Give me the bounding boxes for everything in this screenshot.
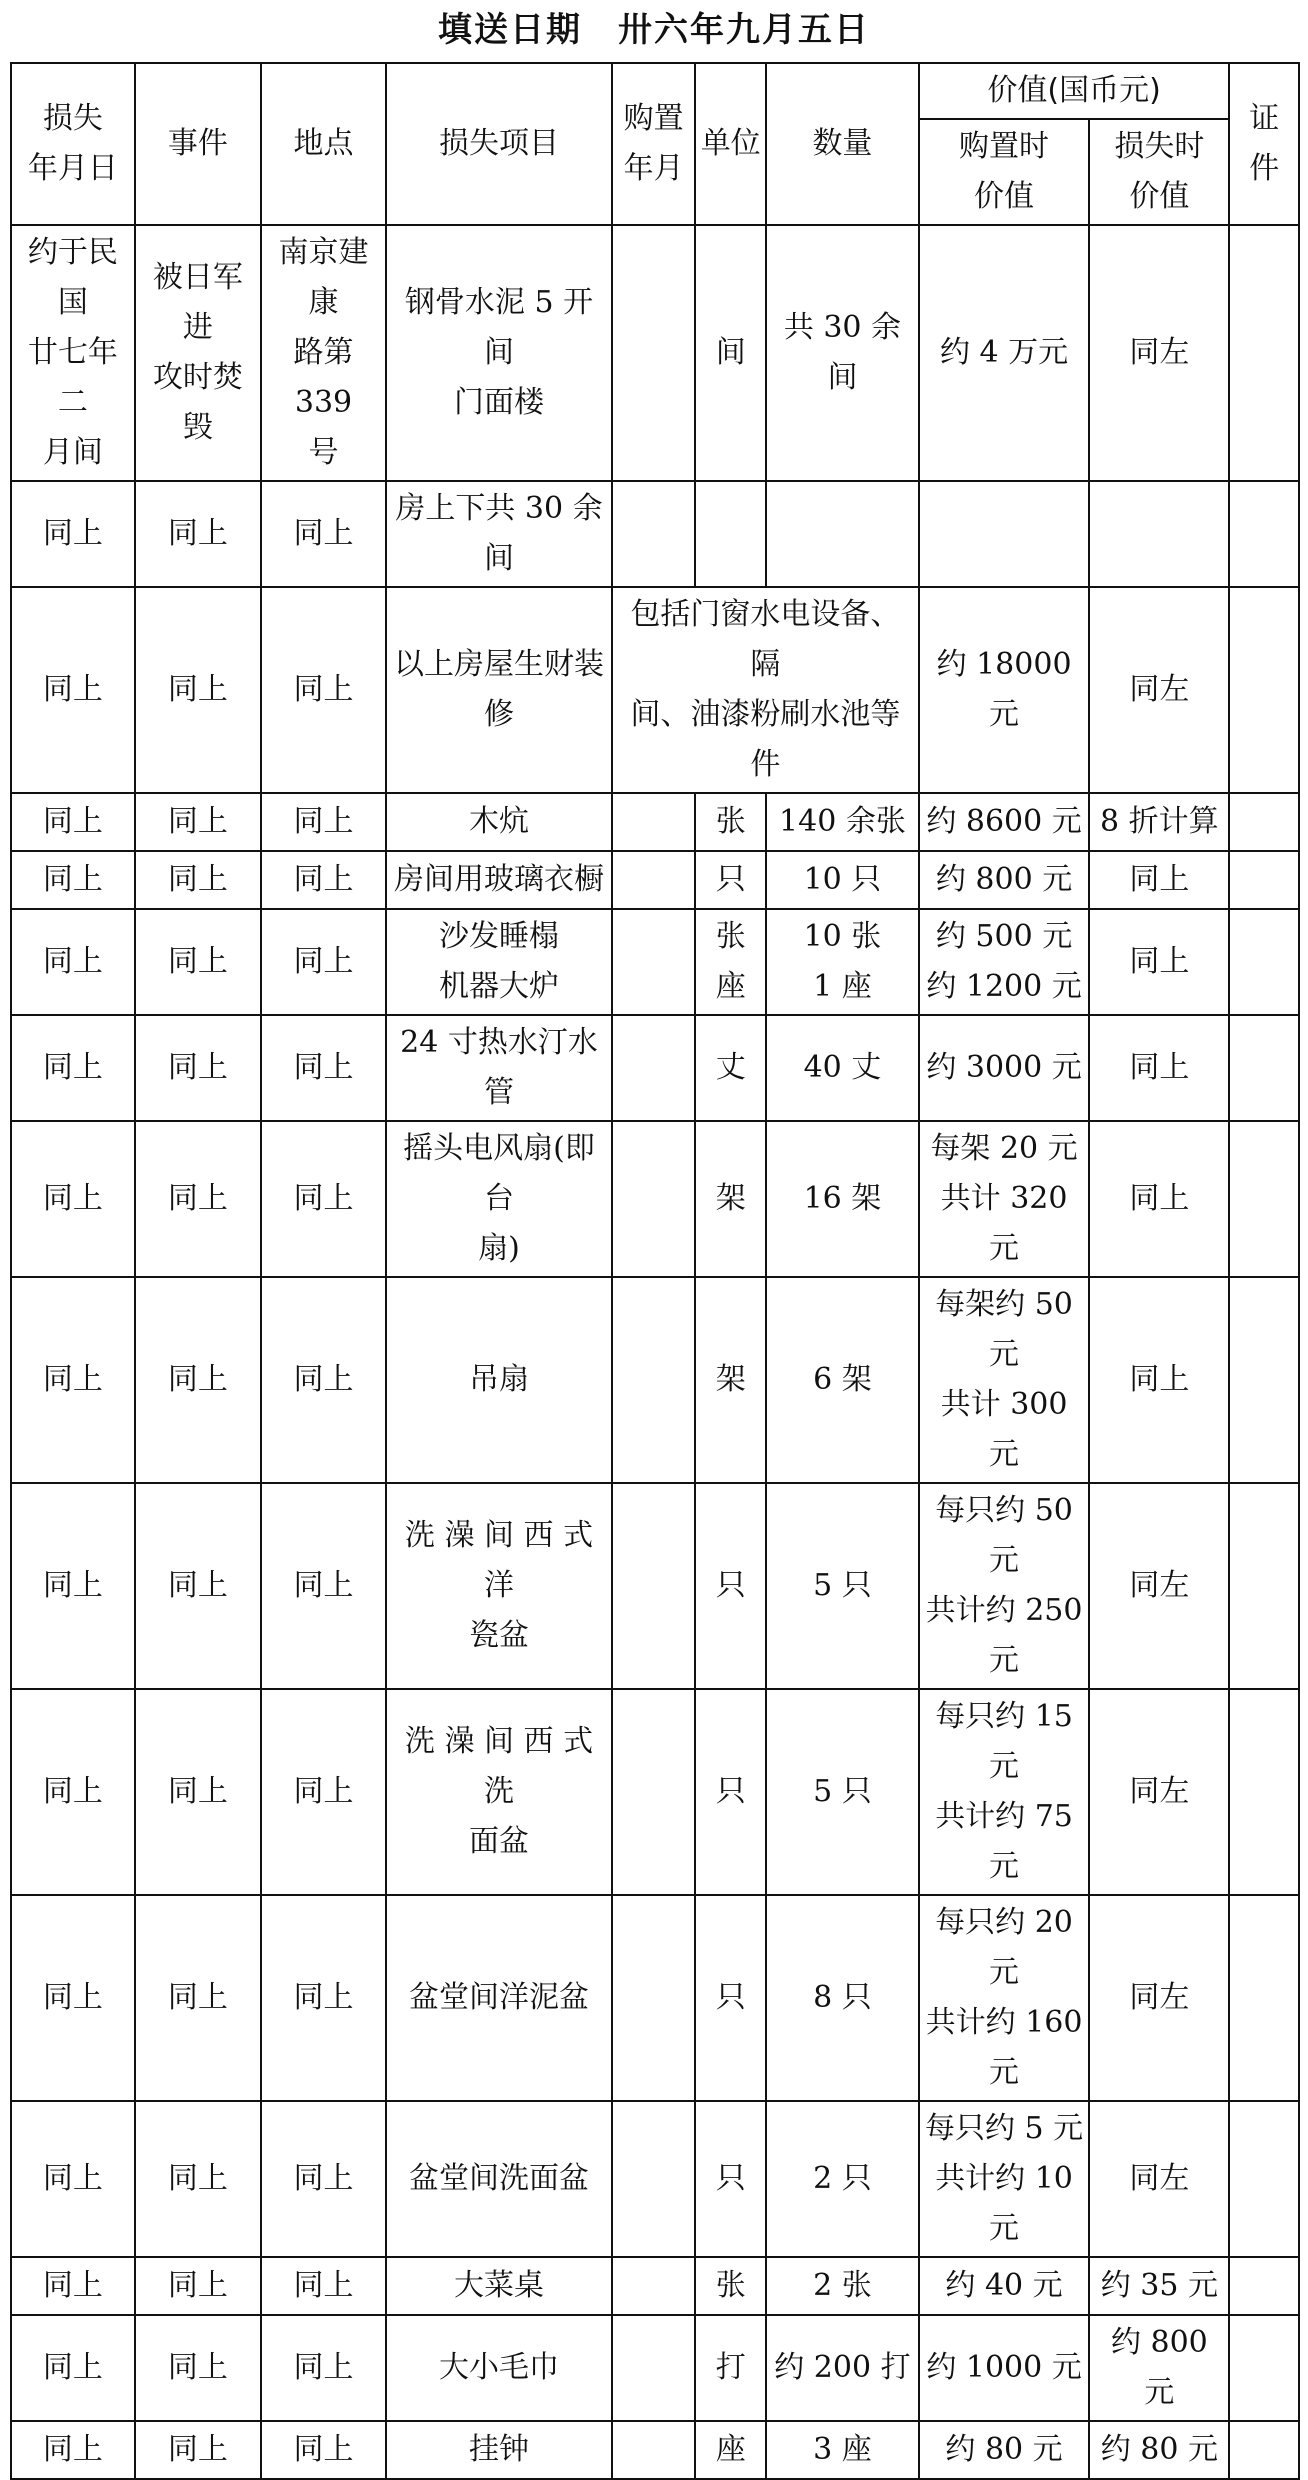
cell-value-purchase: 每只约 5 元 共计约 10 元 [919, 2101, 1089, 2257]
cell-place: 同上 [261, 1121, 386, 1277]
cell-value-purchase: 约 40 元 [919, 2257, 1089, 2315]
cell-quantity: 5 只 [766, 1689, 919, 1895]
cell-quantity: 3 座 [766, 2421, 919, 2479]
header-place: 地点 [261, 63, 386, 225]
header-value-at-purchase: 购置时 价值 [919, 119, 1089, 225]
cell-event: 同上 [135, 1277, 261, 1483]
cell-date: 同上 [11, 481, 135, 587]
cell-value-loss: 同左 [1089, 1483, 1229, 1689]
cell-date: 同上 [11, 2257, 135, 2315]
table-row [11, 225, 1299, 481]
cell-quantity: 40 丈 [766, 1015, 919, 1121]
cell-value-loss: 同左 [1089, 1689, 1229, 1895]
cell-purchase-date [612, 2315, 695, 2421]
cell-certificate [1229, 1895, 1299, 2101]
cell-quantity: 2 只 [766, 2101, 919, 2257]
cell-date: 同上 [11, 587, 135, 793]
cell-event: 同上 [135, 909, 261, 1015]
header-value-at-loss: 损失时 价值 [1089, 119, 1229, 225]
cell-item: 吊扇 [386, 1277, 612, 1483]
cell-purchase-date [612, 1015, 695, 1121]
cell-unit: 只 [695, 1483, 766, 1689]
cell-value-purchase: 每只约 15 元 共计约 75 元 [919, 1689, 1089, 1895]
cell-place: 同上 [261, 793, 386, 851]
form-title: 填送日期 卅六年九月五日 [438, 10, 870, 50]
cell-place: 同上 [261, 2257, 386, 2315]
cell-purchase-date [612, 481, 695, 587]
cell-place: 同上 [261, 587, 386, 793]
cell-item: 摇头电风扇(即台 扇) [386, 1121, 612, 1277]
cell-value-loss: 同上 [1089, 1015, 1229, 1121]
cell-merged-description: 包括门窗水电设备、隔 间、油漆粉刷水池等件 [612, 587, 919, 793]
cell-certificate [1229, 909, 1299, 1015]
cell-certificate [1229, 1483, 1299, 1689]
cell-item: 以上房屋生财装 修 [386, 587, 612, 793]
cell-item: 钢骨水泥 5 开间 门面楼 [386, 225, 612, 481]
table-row [11, 1689, 1299, 1895]
cell-event: 同上 [135, 793, 261, 851]
cell-value-purchase: 每只约 50 元 共计约 250 元 [919, 1483, 1089, 1689]
cell-purchase-date [612, 1277, 695, 1483]
cell-quantity: 共 30 余间 [766, 225, 919, 481]
cell-date: 同上 [11, 2315, 135, 2421]
cell-unit: 丈 [695, 1015, 766, 1121]
cell-quantity: 10 只 [766, 851, 919, 909]
cell-item: 沙发睡榻 机器大炉 [386, 909, 612, 1015]
cell-value-loss: 同左 [1089, 225, 1229, 481]
cell-item: 大小毛巾 [386, 2315, 612, 2421]
table-row [11, 1483, 1299, 1689]
header-value-group: 价值(国币元) [919, 63, 1230, 119]
cell-place: 同上 [261, 481, 386, 587]
cell-item: 洗 澡 间 西 式 洋 瓷盆 [386, 1483, 612, 1689]
cell-event: 同上 [135, 851, 261, 909]
cell-purchase-date [612, 793, 695, 851]
cell-place: 同上 [261, 2315, 386, 2421]
cell-item: 盆堂间洋泥盆 [386, 1895, 612, 2101]
cell-place: 同上 [261, 851, 386, 909]
cell-unit: 张 [695, 2257, 766, 2315]
cell-place: 同上 [261, 1277, 386, 1483]
cell-date: 同上 [11, 1121, 135, 1277]
table-row [11, 1277, 1299, 1483]
cell-value-purchase: 约 800 元 [919, 851, 1089, 909]
cell-quantity: 约 200 打 [766, 2315, 919, 2421]
cell-unit: 打 [695, 2315, 766, 2421]
cell-item: 挂钟 [386, 2421, 612, 2479]
cell-value-loss: 约 80 元 [1089, 2421, 1229, 2479]
cell-unit: 架 [695, 1277, 766, 1483]
cell-value-loss: 同左 [1089, 587, 1229, 793]
cell-purchase-date [612, 2421, 695, 2479]
cell-value-purchase: 约 80 元 [919, 2421, 1089, 2479]
table-row [11, 909, 1299, 1015]
cell-item: 大菜桌 [386, 2257, 612, 2315]
cell-date: 同上 [11, 851, 135, 909]
cell-place: 同上 [261, 1483, 386, 1689]
cell-event: 被日军进 攻时焚毁 [135, 225, 261, 481]
table-row [11, 2257, 1299, 2315]
cell-certificate [1229, 1121, 1299, 1277]
cell-unit: 张 座 [695, 909, 766, 1015]
table-row [11, 793, 1299, 851]
cell-event: 同上 [135, 1483, 261, 1689]
cell-event: 同上 [135, 587, 261, 793]
cell-date: 同上 [11, 1277, 135, 1483]
cell-event: 同上 [135, 1895, 261, 2101]
cell-quantity: 2 张 [766, 2257, 919, 2315]
cell-unit: 间 [695, 225, 766, 481]
cell-event: 同上 [135, 2315, 261, 2421]
cell-place: 同上 [261, 1015, 386, 1121]
cell-certificate [1229, 793, 1299, 851]
cell-certificate [1229, 851, 1299, 909]
cell-value-loss: 同上 [1089, 1277, 1229, 1483]
cell-certificate [1229, 1689, 1299, 1895]
cell-date: 同上 [11, 793, 135, 851]
cell-event: 同上 [135, 2421, 261, 2479]
cell-unit: 座 [695, 2421, 766, 2479]
cell-value-loss: 同左 [1089, 2101, 1229, 2257]
cell-certificate [1229, 587, 1299, 793]
cell-certificate [1229, 481, 1299, 587]
cell-place: 同上 [261, 1895, 386, 2101]
header-loss-item: 损失项目 [386, 63, 612, 225]
cell-value-purchase: 约 4 万元 [919, 225, 1089, 481]
cell-purchase-date [612, 2101, 695, 2257]
cell-purchase-date [612, 225, 695, 481]
cell-item: 房上下共 30 余间 [386, 481, 612, 587]
cell-date: 同上 [11, 1015, 135, 1121]
cell-purchase-date [612, 1895, 695, 2101]
cell-item: 盆堂间洗面盆 [386, 2101, 612, 2257]
table-row [11, 851, 1299, 909]
cell-date: 同上 [11, 2101, 135, 2257]
table-row [11, 1015, 1299, 1121]
cell-purchase-date [612, 2257, 695, 2315]
cell-value-loss: 同上 [1089, 851, 1229, 909]
cell-value-purchase: 约 3000 元 [919, 1015, 1089, 1121]
cell-value-purchase: 约 500 元 约 1200 元 [919, 909, 1089, 1015]
cell-purchase-date [612, 851, 695, 909]
cell-value-purchase: 每架约 50 元 共计 300 元 [919, 1277, 1089, 1483]
cell-value-loss: 8 折计算 [1089, 793, 1229, 851]
cell-date: 约于民国 廿七年二 月间 [11, 225, 135, 481]
cell-value-purchase: 每只约 20 元 共计约 160 元 [919, 1895, 1089, 2101]
table-row [11, 1895, 1299, 2101]
header-unit: 单位 [695, 63, 766, 225]
cell-purchase-date [612, 1121, 695, 1277]
cell-event: 同上 [135, 1121, 261, 1277]
cell-purchase-date [612, 1483, 695, 1689]
cell-place: 同上 [261, 2421, 386, 2479]
cell-event: 同上 [135, 481, 261, 587]
cell-value-loss: 同上 [1089, 909, 1229, 1015]
cell-value-purchase: 约 8600 元 [919, 793, 1089, 851]
cell-quantity [766, 481, 919, 587]
header-certificate: 证件 [1229, 63, 1299, 225]
cell-date: 同上 [11, 1895, 135, 2101]
cell-certificate [1229, 1277, 1299, 1483]
cell-value-loss [1089, 481, 1229, 587]
cell-event: 同上 [135, 2101, 261, 2257]
cell-value-purchase: 每架 20 元 共计 320 元 [919, 1121, 1089, 1277]
cell-unit [695, 481, 766, 587]
loss-table-body [11, 225, 1299, 2479]
cell-item: 24 寸热水汀水管 [386, 1015, 612, 1121]
cell-value-loss: 同上 [1089, 1121, 1229, 1277]
cell-value-purchase: 约 18000 元 [919, 587, 1089, 793]
table-row [11, 587, 1299, 793]
header-event: 事件 [135, 63, 261, 225]
cell-place: 南京建康 路第 339 号 [261, 225, 386, 481]
cell-quantity: 16 架 [766, 1121, 919, 1277]
cell-certificate [1229, 2421, 1299, 2479]
cell-unit: 只 [695, 1895, 766, 2101]
cell-quantity: 140 余张 [766, 793, 919, 851]
cell-date: 同上 [11, 1689, 135, 1895]
cell-item: 房间用玻璃衣橱 [386, 851, 612, 909]
cell-unit: 张 [695, 793, 766, 851]
cell-quantity: 6 架 [766, 1277, 919, 1483]
cell-date: 同上 [11, 2421, 135, 2479]
loss-table [10, 62, 1300, 2480]
header-quantity: 数量 [766, 63, 919, 225]
cell-certificate [1229, 2101, 1299, 2257]
cell-certificate [1229, 2257, 1299, 2315]
cell-place: 同上 [261, 1689, 386, 1895]
cell-value-purchase [919, 481, 1089, 587]
cell-certificate [1229, 1015, 1299, 1121]
cell-certificate [1229, 2315, 1299, 2421]
header-purchase-date: 购置 年月 [612, 63, 695, 225]
cell-date: 同上 [11, 1483, 135, 1689]
cell-place: 同上 [261, 2101, 386, 2257]
cell-purchase-date [612, 1689, 695, 1895]
cell-quantity: 10 张 1 座 [766, 909, 919, 1015]
cell-item: 木炕 [386, 793, 612, 851]
cell-value-purchase: 约 1000 元 [919, 2315, 1089, 2421]
cell-value-loss: 同左 [1089, 1895, 1229, 2101]
cell-item: 洗 澡 间 西 式 洗 面盆 [386, 1689, 612, 1895]
table-row [11, 481, 1299, 587]
cell-event: 同上 [135, 1015, 261, 1121]
cell-place: 同上 [261, 909, 386, 1015]
table-row [11, 2315, 1299, 2421]
cell-event: 同上 [135, 1689, 261, 1895]
cell-purchase-date [612, 909, 695, 1015]
cell-value-loss: 约 800 元 [1089, 2315, 1229, 2421]
cell-unit: 只 [695, 1689, 766, 1895]
table-row [11, 1121, 1299, 1277]
table-row [11, 2101, 1299, 2257]
cell-unit: 架 [695, 1121, 766, 1277]
cell-unit: 只 [695, 851, 766, 909]
cell-certificate [1229, 225, 1299, 481]
cell-quantity: 5 只 [766, 1483, 919, 1689]
cell-value-loss: 约 35 元 [1089, 2257, 1229, 2315]
cell-unit: 只 [695, 2101, 766, 2257]
cell-date: 同上 [11, 909, 135, 1015]
header-loss-date: 损失 年月日 [11, 63, 135, 225]
cell-event: 同上 [135, 2257, 261, 2315]
table-row [11, 2421, 1299, 2479]
cell-quantity: 8 只 [766, 1895, 919, 2101]
